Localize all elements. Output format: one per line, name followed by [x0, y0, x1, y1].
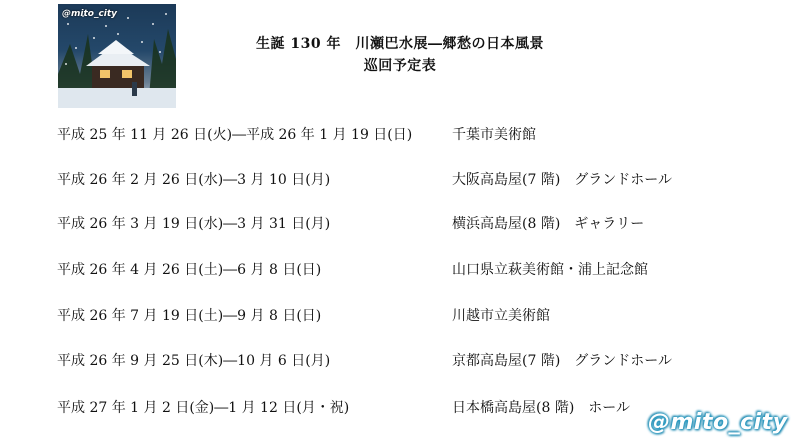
- schedule-dates: 平成 26 年 7 月 19 日(土)―9 月 8 日(日): [57, 308, 322, 324]
- schedule-row: [0, 259, 800, 283]
- schedule-venue: 日本橋高島屋(8 階) ホール: [452, 400, 631, 416]
- schedule-row: [0, 305, 800, 329]
- schedule-venue: 大阪高島屋(7 階) グランドホール: [452, 172, 673, 188]
- schedule-venue: 横浜高島屋(8 階) ギャラリー: [452, 216, 645, 232]
- schedule-row: [0, 350, 800, 374]
- page-subtitle: 巡回予定表: [363, 58, 437, 74]
- watermark: @mito_city: [648, 410, 788, 435]
- snow-house-illustration: [58, 4, 176, 108]
- page-title: 生誕 130 年 川瀬巴水展―郷愁の日本風景: [256, 36, 544, 52]
- schedule-dates: 平成 26 年 3 月 19 日(水)―3 月 31 日(月): [57, 216, 331, 232]
- schedule-row: [0, 213, 800, 237]
- schedule-dates: 平成 26 年 2 月 26 日(水)―3 月 10 日(月): [57, 172, 331, 188]
- schedule-row: [0, 124, 800, 148]
- schedule-venue: 千葉市美術館: [452, 127, 536, 143]
- schedule-row: [0, 169, 800, 193]
- schedule-dates: 平成 26 年 9 月 25 日(木)―10 月 6 日(月): [57, 353, 331, 369]
- schedule-dates: 平成 25 年 11 月 26 日(火)―平成 26 年 1 月 19 日(日): [57, 127, 413, 143]
- schedule-dates: 平成 26 年 4 月 26 日(土)―6 月 8 日(日): [57, 262, 322, 278]
- schedule-venue: 川越市立美術館: [452, 308, 550, 324]
- schedule-venue: 山口県立萩美術館・浦上記念館: [452, 262, 648, 278]
- schedule-venue: 京都高島屋(7 階) グランドホール: [452, 353, 673, 369]
- schedule-dates: 平成 27 年 1 月 2 日(金)―1 月 12 日(月・祝): [57, 400, 350, 416]
- exhibition-thumbnail: [58, 4, 176, 108]
- thumbnail-handle: @mito_city: [62, 9, 118, 19]
